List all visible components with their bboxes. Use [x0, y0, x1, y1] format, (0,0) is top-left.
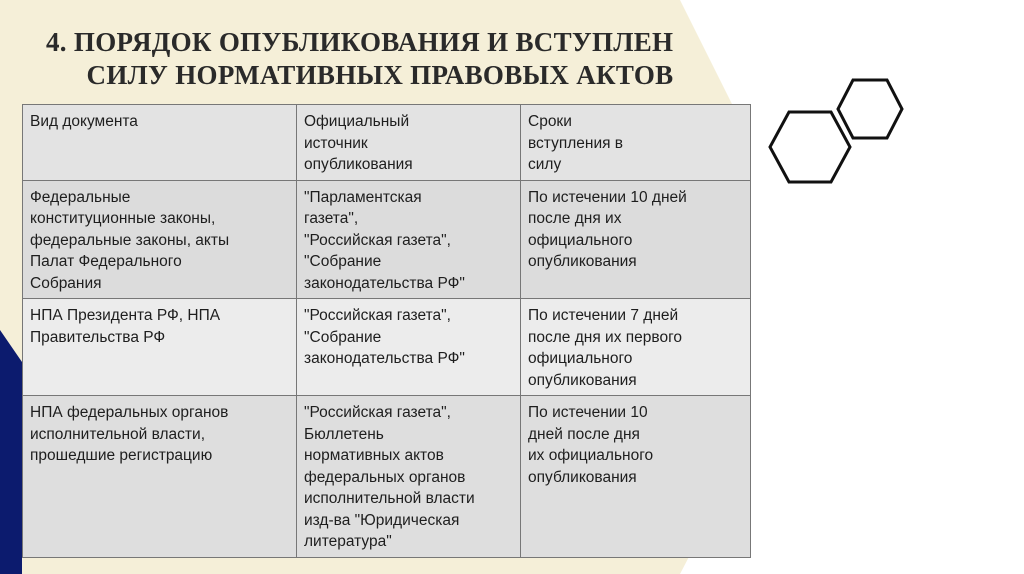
- acts-table: [22, 104, 751, 558]
- table-cell: НПА федеральных органов исполнительной власти, прошедшие регистрацию: [23, 396, 297, 558]
- table-row: [23, 299, 751, 396]
- hexagon-icon: [836, 78, 904, 140]
- title-line-1: 4. ПОРЯДОК ОПУБЛИКОВАНИЯ И ВСТУПЛЕН: [46, 27, 674, 57]
- slide-title: [40, 26, 720, 92]
- header-document-type: Вид документа: [23, 105, 297, 181]
- navy-edge-strip: [0, 330, 22, 574]
- header-effective-date: Сроки вступления в силу: [521, 105, 751, 181]
- table-cell: НПА Президента РФ, НПА Правительства РФ: [23, 299, 297, 396]
- table-cell: По истечении 10 дней после дня их официального опубликования: [521, 396, 751, 558]
- table-header-row: [23, 105, 751, 181]
- table-cell: По истечении 10 дней после дня их официального опубликования: [521, 180, 751, 299]
- table-cell: "Российская газета", "Собрание законодательства РФ": [297, 299, 521, 396]
- table-cell: Федеральные конституционные законы, федеральные законы, акты Палат Федерального Собрания: [23, 180, 297, 299]
- table-row: [23, 180, 751, 299]
- table-cell: По истечении 7 дней после дня их первого официального опубликования: [521, 299, 751, 396]
- table-cell: "Российская газета", Бюллетень нормативных актов федеральных органов исполнительной власти изд-ва "Юридическая литература": [297, 396, 521, 558]
- table-cell: "Парламентская газета", "Российская газета", "Собрание законодательства РФ": [297, 180, 521, 299]
- title-line-2: СИЛУ НОРМАТИВНЫХ ПРАВОВЫХ АКТОВ: [86, 60, 674, 90]
- table-row: [23, 396, 751, 558]
- header-official-source: Официальный источник опубликования: [297, 105, 521, 181]
